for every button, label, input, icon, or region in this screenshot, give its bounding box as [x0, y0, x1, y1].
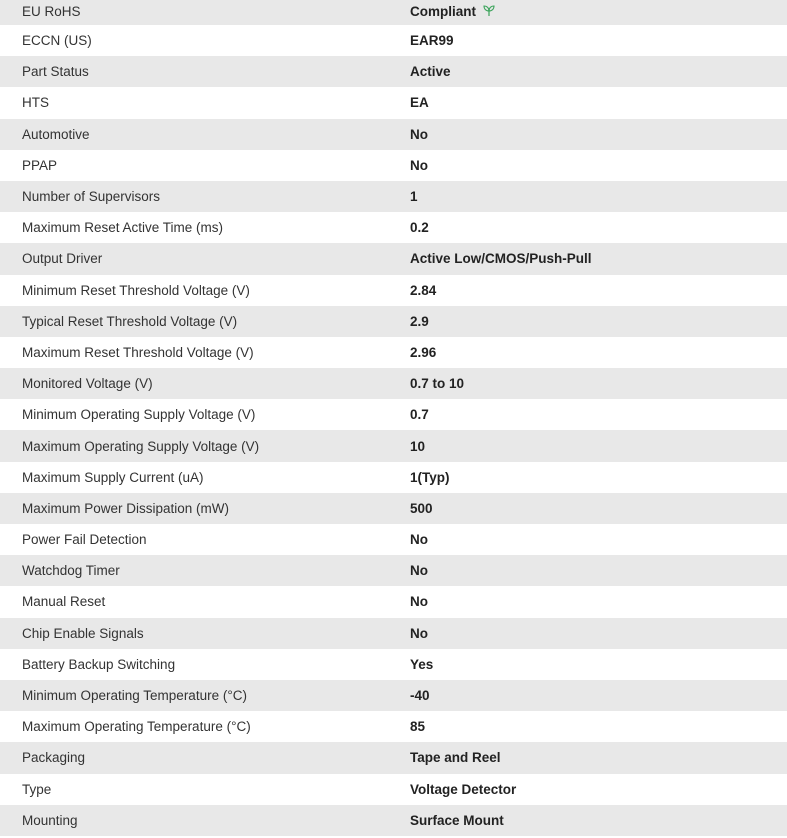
spec-value: No	[410, 594, 428, 610]
spec-row-max-reset-threshold-voltage	[0, 337, 787, 368]
spec-value: 1(Typ)	[410, 469, 450, 485]
spec-row-watchdog-timer	[0, 555, 787, 586]
spec-value: Yes	[410, 656, 434, 672]
spec-value: No	[410, 625, 428, 641]
spec-row-chip-enable-signals	[0, 618, 787, 649]
spec-label: ECCN (US)	[22, 33, 92, 49]
spec-value: 2.9	[410, 313, 429, 329]
spec-value: 1	[410, 189, 418, 205]
spec-row-type	[0, 774, 787, 805]
spec-row-mounting	[0, 805, 787, 836]
spec-label: Maximum Power Dissipation (mW)	[22, 500, 230, 516]
spec-label: Typical Reset Threshold Voltage (V)	[22, 313, 238, 329]
spec-label: Minimum Operating Supply Voltage (V)	[22, 407, 256, 423]
spec-value: 0.7 to 10	[410, 376, 465, 392]
spec-row-max-power-dissipation	[0, 493, 787, 524]
spec-label: PPAP	[22, 157, 58, 173]
spec-value: 500	[410, 500, 433, 516]
spec-row-automotive	[0, 119, 787, 150]
spec-label: Battery Backup Switching	[22, 656, 176, 672]
spec-value: -40	[410, 688, 430, 704]
spec-label: Minimum Operating Temperature (°C)	[22, 688, 247, 704]
spec-label: Maximum Supply Current (uA)	[22, 469, 204, 485]
spec-row-power-fail-detection	[0, 524, 787, 555]
spec-label: Packaging	[22, 750, 86, 766]
spec-value: Voltage Detector	[410, 781, 517, 797]
spec-label: Maximum Operating Temperature (°C)	[22, 719, 251, 735]
spec-value: 2.84	[410, 282, 437, 298]
spec-row-battery-backup-switching	[0, 649, 787, 680]
spec-row-part-status	[0, 56, 787, 87]
spec-label: Watchdog Timer	[22, 563, 120, 579]
spec-value: Compliant	[410, 4, 476, 19]
spec-row-min-operating-temperature	[0, 680, 787, 711]
spec-row-eccn	[0, 25, 787, 56]
spec-value: No	[410, 563, 428, 579]
spec-value-cell	[410, 0, 787, 25]
spec-label: Output Driver	[22, 251, 103, 267]
spec-value: 0.7	[410, 407, 429, 423]
spec-row-output-driver	[0, 243, 787, 274]
spec-row-max-supply-current	[0, 462, 787, 493]
spec-row-min-operating-supply-voltage	[0, 399, 787, 430]
spec-value: EA	[410, 95, 429, 111]
spec-label: Maximum Reset Threshold Voltage (V)	[22, 344, 254, 360]
spec-row-ppap	[0, 150, 787, 181]
leaf-icon	[482, 5, 496, 17]
spec-value: No	[410, 126, 428, 142]
spec-value: EAR99	[410, 33, 454, 49]
spec-label: Maximum Operating Supply Voltage (V)	[22, 438, 260, 454]
spec-label: EU RoHS	[22, 4, 81, 19]
spec-label: HTS	[22, 95, 49, 111]
spec-row-manual-reset	[0, 586, 787, 617]
spec-label: Manual Reset	[22, 594, 106, 610]
spec-label: Part Status	[22, 64, 89, 80]
spec-value: No	[410, 532, 428, 548]
spec-value: 2.96	[410, 344, 437, 360]
spec-value: Active	[410, 64, 451, 80]
spec-label: Minimum Reset Threshold Voltage (V)	[22, 282, 250, 298]
spec-row-monitored-voltage	[0, 368, 787, 399]
spec-row-eu-rohs	[0, 0, 787, 25]
spec-row-min-reset-threshold-voltage	[0, 275, 787, 306]
spec-row-number-of-supervisors	[0, 181, 787, 212]
spec-row-max-operating-temperature	[0, 711, 787, 742]
spec-label: Number of Supervisors	[22, 189, 161, 205]
spec-label: Power Fail Detection	[22, 532, 147, 548]
spec-value: 85	[410, 719, 426, 735]
spec-row-hts	[0, 87, 787, 118]
spec-value: Active Low/CMOS/Push-Pull	[410, 251, 592, 267]
spec-value: Tape and Reel	[410, 750, 501, 766]
spec-label: Maximum Reset Active Time (ms)	[22, 220, 224, 236]
spec-label: Mounting	[22, 812, 78, 828]
spec-label: Chip Enable Signals	[22, 625, 144, 641]
spec-value: 10	[410, 438, 426, 454]
spec-row-packaging	[0, 742, 787, 773]
spec-row-max-operating-supply-voltage	[0, 430, 787, 461]
spec-label: Automotive	[22, 126, 90, 142]
spec-label: Type	[22, 781, 52, 797]
spec-value: No	[410, 157, 428, 173]
spec-label: Monitored Voltage (V)	[22, 376, 153, 392]
spec-row-max-reset-active-time	[0, 212, 787, 243]
spec-value: 0.2	[410, 220, 429, 236]
spec-row-typ-reset-threshold-voltage	[0, 306, 787, 337]
spec-value: Surface Mount	[410, 812, 504, 828]
